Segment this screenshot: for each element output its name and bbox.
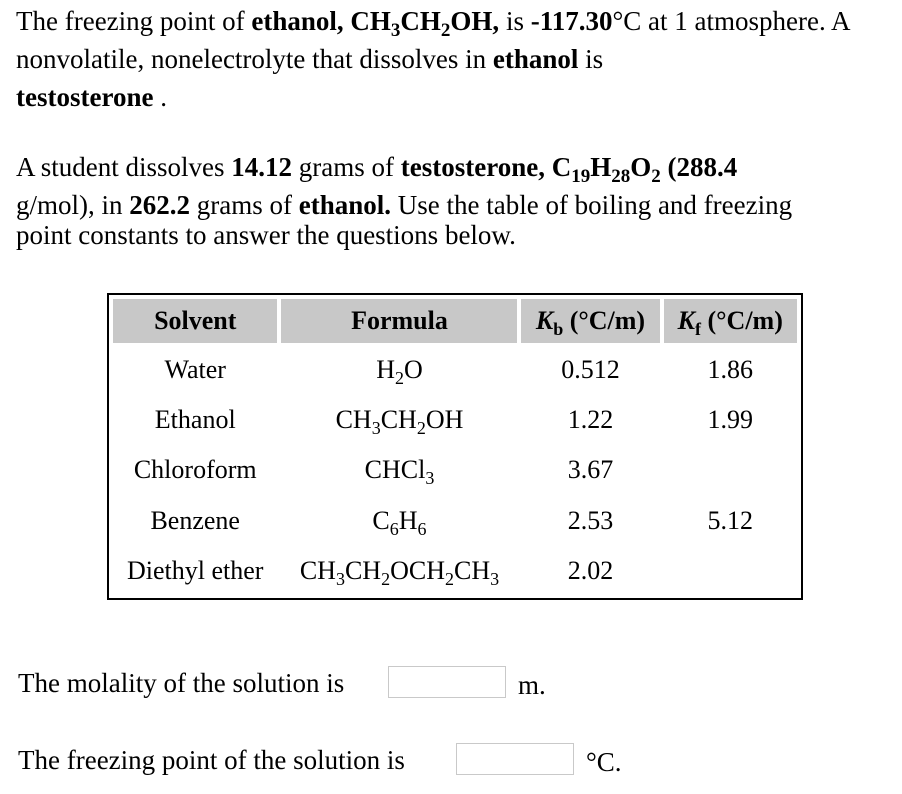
molality-question: The molality of the solution is [18,668,345,698]
intro-text: The freezing point of [16,6,252,36]
kf-cell: 1.86 [707,355,753,385]
formula-cell: $C_6H_6$ [372,505,427,539]
problem-text: g/mol), in [16,190,130,220]
table-row [113,447,797,493]
table-header-row [113,299,797,343]
kb-cell: 0.512 [561,355,620,385]
table-row [113,498,797,544]
solvent-name: ethanol, $CH_3CH_2OH$, [251,6,500,41]
solvent-cell: Chloroform [133,455,257,485]
solvent-word: ethanol. [298,190,391,220]
header-kb: $K_b$ (°C/m) [521,299,659,343]
intro-paragraph [16,2,886,116]
formula-cell: $H_2O$ [376,355,423,389]
molality-unit: m. [518,670,546,700]
kb-cell: 3.67 [567,455,614,485]
solute-name: testosterone [16,82,154,112]
molality-input[interactable] [388,666,506,698]
freezing-point-question: The freezing point of the solution is [18,745,405,775]
problem-text: A student dissolves [16,152,232,182]
solvent-cell: Benzene [150,505,240,535]
kf-cell [664,548,798,594]
kf-cell: 1.99 [707,405,753,435]
freezing-point-unit: °C. [586,747,622,777]
kf-cell: 5.12 [707,505,753,535]
freezing-point-value: -117.30 [530,6,613,36]
formula-cell: $CH_3CH_2OCH_2CH_3$ [299,555,500,589]
kb-cell: 2.53 [567,505,614,535]
constants-table [107,293,803,600]
table-row [113,397,797,443]
solute-mass: 14.12 [231,152,293,182]
problem-text: grams of [292,152,401,182]
problem-text: Use the table of boiling and freezing [391,190,793,220]
intro-text: . [153,82,167,112]
solvent-word: ethanol [492,44,579,74]
problem-text: point constants to answer the questions below. [16,220,516,250]
kb-cell: 1.22 [567,405,614,435]
formula-cell: $CH_3CH_2OH$ [335,405,464,439]
header-kf: $K_f$ (°C/m) [664,299,798,343]
intro-text: is [499,6,531,36]
freezing-point-input[interactable] [456,743,574,775]
problem-text: grams of [190,190,299,220]
formula-cell: CHCl$_3$ [364,455,435,489]
kf-cell [664,447,798,493]
solvent-cell: Diethyl ether [127,555,264,585]
solvent-cell: Ethanol [154,405,236,435]
header-solvent: Solvent [113,299,277,343]
solute-formula: testosterone, $C_{19}H_{28}O_2$ (288.4 [400,152,738,187]
kb-cell: 2.02 [567,555,614,585]
solvent-mass: 262.2 [129,190,190,220]
solvent-cell: Water [164,355,226,385]
table-row [113,548,797,594]
table-row [113,347,797,393]
intro-text: °C at 1 atmosphere. A nonvolatile, nonelectrolyte that dissolves in [16,6,849,74]
intro-text: is [578,44,604,74]
problem-paragraph [16,148,886,254]
header-formula: Formula [281,299,517,343]
